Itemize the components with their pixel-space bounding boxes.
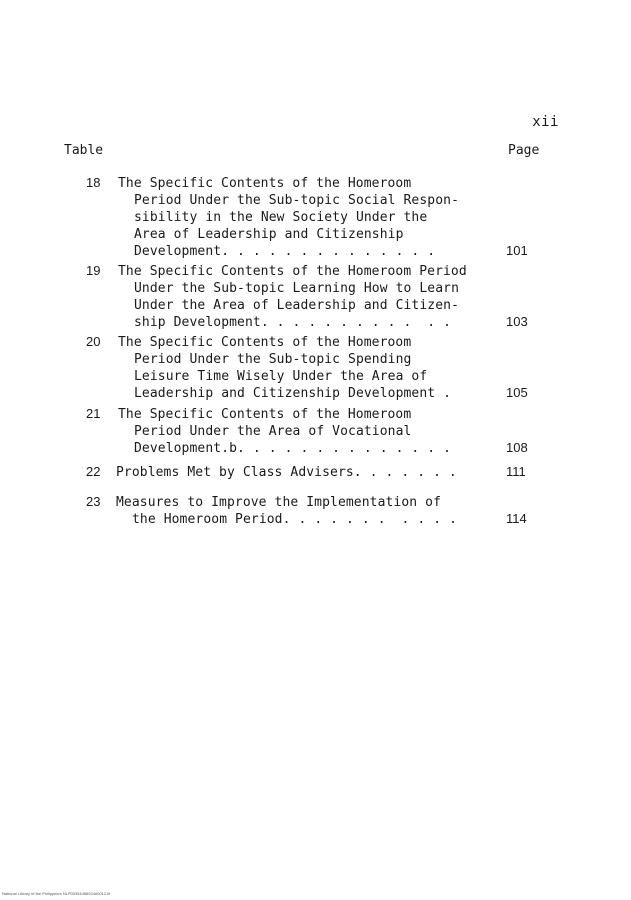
- entry-number: 23: [86, 494, 101, 509]
- entry-title-line: Period Under the Sub-topic Spending: [134, 352, 412, 367]
- entry-title-line: sibility in the New Society Under the: [134, 210, 428, 225]
- entry-page-number: 103: [506, 314, 528, 329]
- entry-title-line: Under the Area of Leadership and Citizen-: [134, 298, 459, 313]
- entry-number: 19: [86, 263, 101, 278]
- entry-page-number: 111: [506, 464, 526, 479]
- entry-title: [116, 494, 516, 528]
- entry-title-line: the Homeroom Period. . . . . . . . . . .: [132, 512, 457, 527]
- entry-title-line: Area of Leadership and Citizenship: [134, 227, 404, 242]
- entry-title-line: ship Development. . . . . . . . . . . .: [134, 315, 452, 330]
- page-column-header: Page: [508, 143, 540, 158]
- entry-page-number: 105: [506, 385, 528, 400]
- entry-page-number: 114: [506, 511, 527, 526]
- entry-title-line: The Specific Contents of the Homeroom Period: [118, 264, 467, 279]
- entry-title-line: Problems Met by Class Advisers. . . . . . .: [116, 465, 457, 480]
- entry-title: [118, 406, 518, 457]
- entry-title-line: Period Under the Area of Vocational: [134, 424, 412, 439]
- entry-title-line: Leadership and Citizenship Development .: [134, 386, 452, 401]
- entry-title: [118, 334, 518, 402]
- entry-title-line: The Specific Contents of the Homeroom: [118, 176, 412, 191]
- entry-title: [118, 175, 518, 260]
- entry-title-line: Leisure Time Wisely Under the Area of: [134, 369, 428, 384]
- entry-number: 18: [86, 175, 101, 190]
- entry-page-number: 101: [506, 243, 528, 258]
- scan-footer: National Library of the Philippines NLP00354456924e0012.tif: [2, 891, 111, 896]
- page-folio: xii: [532, 114, 559, 130]
- entry-title-line: The Specific Contents of the Homeroom: [118, 335, 412, 350]
- entry-title: [116, 464, 516, 481]
- entry-number: 20: [86, 334, 101, 349]
- table-column-header: Table: [64, 143, 104, 158]
- entry-number: 21: [86, 406, 101, 421]
- entry-title-line: Development. . . . . . . . . . . . . .: [134, 244, 436, 259]
- entry-number: 22: [86, 464, 101, 479]
- entry-title-line: Development.b. . . . . . . . . . . . . .: [134, 441, 452, 456]
- entry-title-line: Period Under the Sub-topic Social Respon-: [134, 193, 459, 208]
- entry-title: [118, 263, 518, 331]
- entry-title-line: The Specific Contents of the Homeroom: [118, 407, 412, 422]
- entry-title-line: Under the Sub-topic Learning How to Learn: [134, 281, 459, 296]
- entry-page-number: 108: [506, 440, 528, 455]
- entry-title-line: Measures to Improve the Implementation of: [116, 495, 441, 510]
